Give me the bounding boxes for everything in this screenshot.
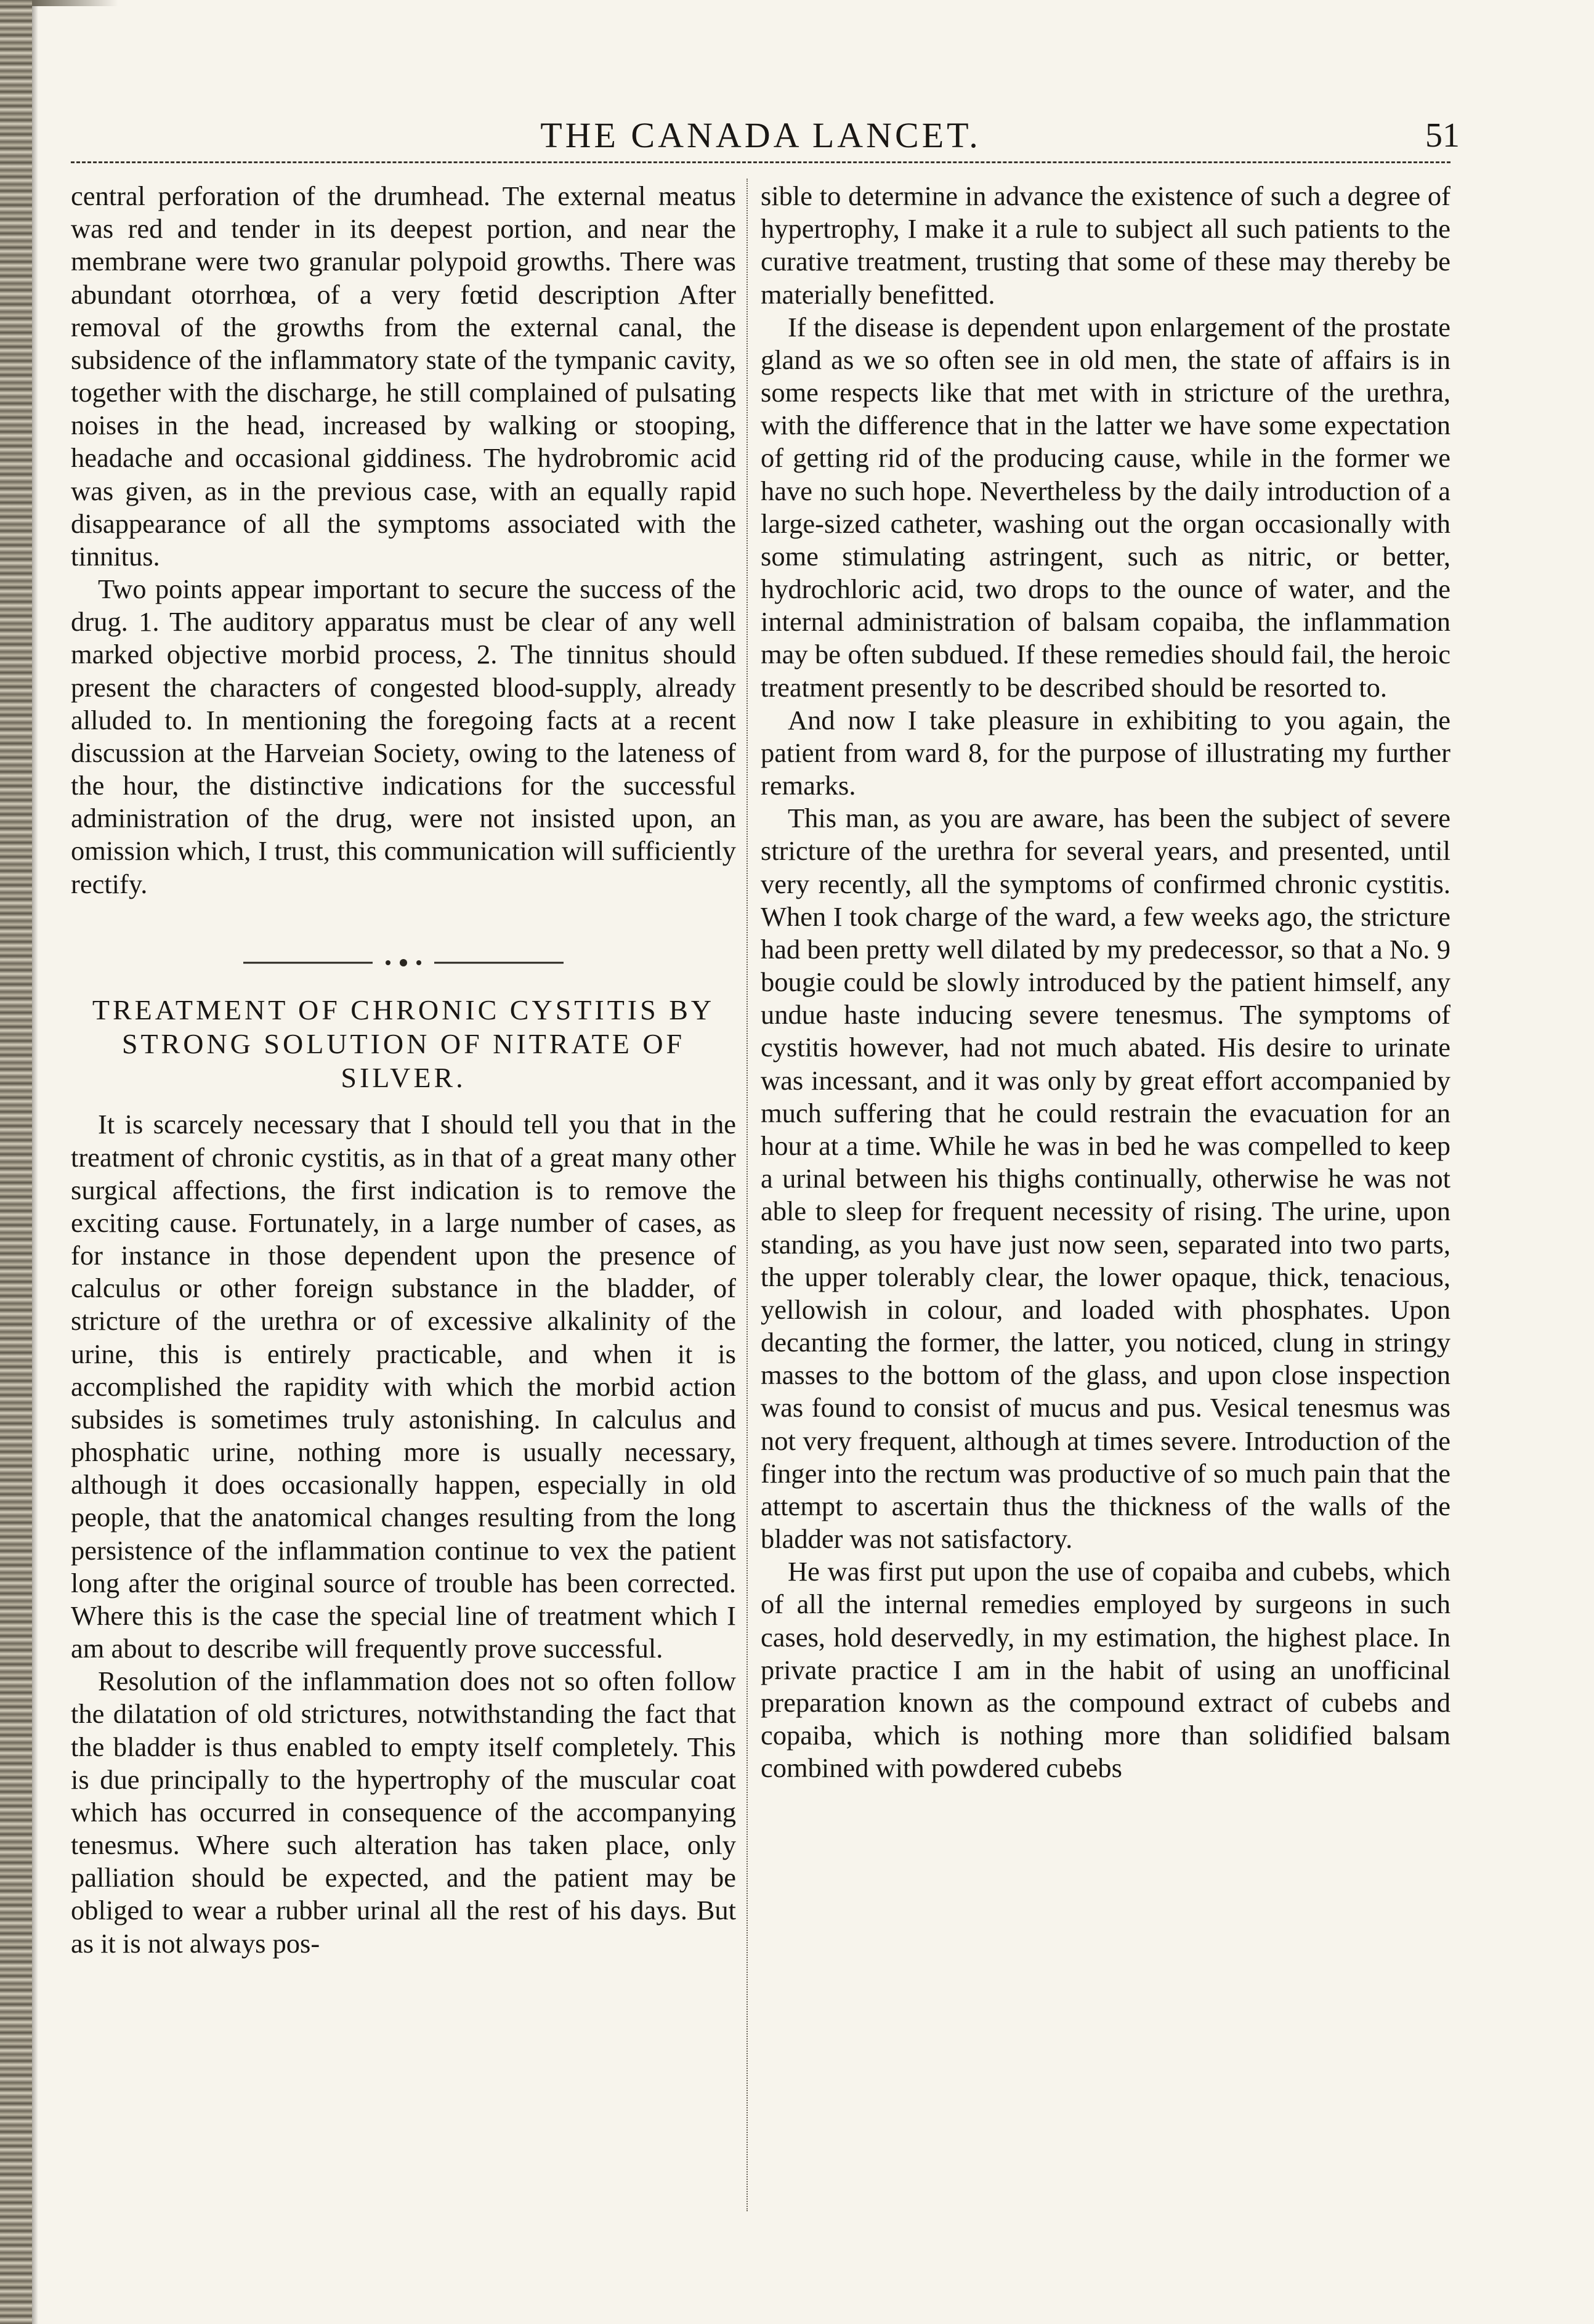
running-title: THE CANADA LANCET. bbox=[540, 115, 981, 155]
book-binding-edge bbox=[0, 0, 32, 2324]
left-paragraph-continuation: central perforation of the drumhead. The external meatus was red and tender in its deepest portion, and near the membrane were two granular polypoid growths. There was abundant otorrhœa, of a very fœtid description After removal of the growths from the external canal, the subsidence of the inflammatory state of the tympanic cavity, together with the discharge, he still complained of pulsating noises in the head, increased by walking or stooping, headache and occasional giddiness. The hydrobromic acid was given, as in the previous case, with an equally rapid disappearance of all the symptoms associated with the tinnitus. bbox=[71, 180, 736, 572]
right-paragraph-prostate: If the disease is dependent upon enlargement of the prostate gland as we so often see in old men, the state of affairs is in some respects like that met with in stricture of the urethra, with the difference that in the latter we have some expectation of getting rid of the producing cause, while in the former we have no such hope. Nevertheless by the daily introduction of a large-sized catheter, washing out the organ occasionally with some stimulating astringent, such as nitric, or better, hydrochloric acid, two drops to the ounce of water, and the internal administration of balsam copaiba, the inflammation may be often subdued. If these remedies should fail, the heroic treatment presently to be described should be resorted to. bbox=[761, 311, 1450, 703]
page-header bbox=[68, 114, 1460, 157]
left-paragraph-intro: It is scarcely necessary that I should tell you that in the treatment of chronic cystitis, as in that of a great many other surgical affections, the first indication is to remove the exciting cause. Fortunately, in a large number of cases, as for instance in those dependent upon the presence of calculus or other foreign substance in the bladder, of stricture of the urethra or of excessive alkalinity of the urine, this is entirely practicable, and when it is accomplished the rapidity with which the morbid action subsides is sometimes truly astonishing. In calculus and phosphatic urine, nothing more is usually necessary, although it does occasionally happen, especially in old people, that the anatomical changes resulting from the long persistence of the inflammation continue to vex the patient long after the original source of trouble has been corrected. Where this is the case the special line of treatment which I am about to describe will frequently prove successful. bbox=[71, 1109, 736, 1664]
page-number: 51 bbox=[1425, 116, 1460, 155]
divider-rule-icon bbox=[231, 957, 576, 969]
right-column bbox=[761, 180, 1450, 1784]
right-paragraph-case-history: This man, as you are aware, has been the subject of severe stricture of the urethra for several years, and presented, until very recently, all the symptoms of confirmed chronic cystitis. When I took charge of the ward, a few weeks ago, the stricture had been pretty well dilated by my predecessor, so that a No. 9 bougie could be slowly introduced by the patient himself, any undue haste inducing severe tenesmus. The symptoms of cystitis however, had not much abated. His desire to urinate was incessant, and it was only by great effort accompanied by much suffering that he could restrain the evacuation for an hour at a time. While he was in bed he was compelled to keep a urinal between his thighs continually, otherwise he was not able to sleep for frequent necessity of rising. The urine, upon standing, as you have just now seen, separated into two parts, the upper tolerably clear, the lower opaque, thick, tenacious, yellowish in colour, and loaded with phosphates. Upon decanting the former, the latter, you noticed, clung in stringy masses to the bottom of the glass, and upon close inspection was found to consist of mucus and pus. Vesical tenesmus was not very frequent, although at times severe. Introduction of the finger into the rectum was productive of so much pain that the attempt to ascertain thus the thickness of the walls of the bladder was not satisfactory. bbox=[761, 803, 1450, 1555]
left-paragraph-two-points: Two points appear important to secure the success of the drug. 1. The auditory apparatus must be clear of any well marked objective morbid process, 2. The tinnitus should present the characters of congested blood-supply, already alluded to. In mentioning the foregoing facts at a recent discussion at the Harveian Society, owing to the lateness of the hour, the distinctive indications for the successful administration of the drug, were not insisted upon, an omission which, I trust, this communication will sufficiently rectify. bbox=[71, 573, 736, 899]
column-divider bbox=[746, 179, 748, 2211]
article-heading: TREATMENT OF CHRONIC CYSTITIS BY STRONG SOLUTION OF NITRATE OF SILVER. bbox=[92, 994, 715, 1094]
left-paragraph-resolution: Resolution of the inflammation does not so often follow the dilatation of old strictures, notwithstanding the fact that the bladder is thus enabled to empty itself completely. This is due principally to the hypertrophy of the muscular coat which has occurred in consequence of the accompanying tenesmus. Where such alteration has taken place, only palliation should be expected, and the patient may be obliged to wear a rubber urinal all the rest of his days. But as it is not always pos- bbox=[71, 1666, 736, 1959]
right-paragraph-treatment: He was first put upon the use of copaiba and cubebs, which of all the internal remedies employed by surgeons in such cases, hold deservedly, in my estimation, the highest place. In private practice I am in the habit of using an unofficinal preparation known as the compound extract of cubebs and copaiba, which is nothing more than solidified balsam combined with powdered cubebs bbox=[761, 1556, 1450, 1784]
binding-shadow-mark bbox=[32, 0, 118, 6]
left-column bbox=[71, 180, 736, 1960]
right-paragraph-patient-intro: And now I take pleasure in exhibiting to you again, the patient from ward 8, for the purpose of illustrating my further remarks. bbox=[761, 704, 1450, 801]
header-rule bbox=[71, 161, 1450, 163]
section-divider-ornament bbox=[71, 944, 736, 956]
right-paragraph-continuation: sible to determine in advance the existence of such a degree of hypertrophy, I make it a rule to subject all such patients to the curative treatment, trusting that some of these may thereby be materially benefitted. bbox=[761, 180, 1450, 310]
